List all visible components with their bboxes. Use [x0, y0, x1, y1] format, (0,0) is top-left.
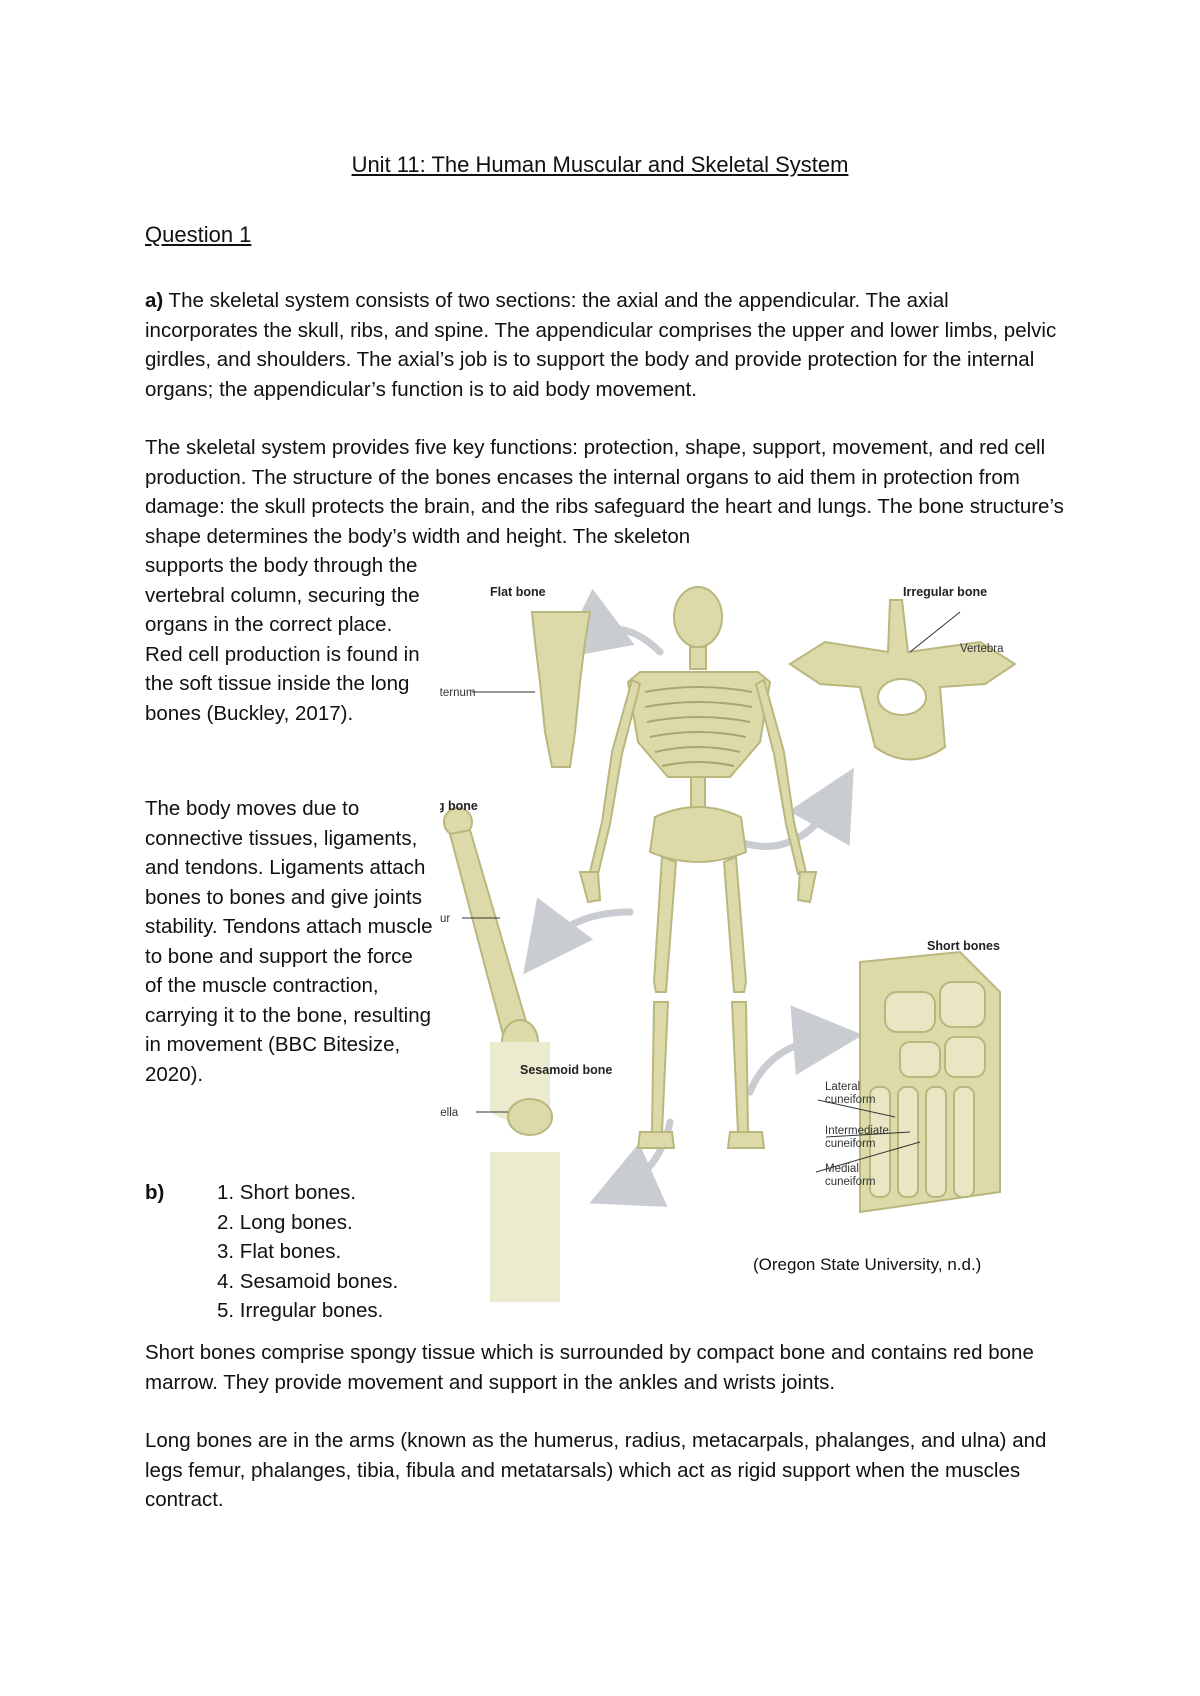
skeleton-illustration [440, 572, 1060, 1302]
lateral-cuneiform-label-2: cuneiform [825, 1094, 876, 1106]
vertebra-label: Vertebra [960, 643, 1004, 655]
flat-bone-label: Flat bone [490, 585, 546, 599]
sternum-label: ternum [440, 687, 476, 699]
figure-credit: (Oregon State University, n.d.) [753, 1255, 982, 1274]
vertebra-illustration [790, 600, 1015, 760]
medial-cuneiform-label-1: Medial [825, 1163, 859, 1175]
part-a-paragraph-2: The skeletal system provides five key functions: protection, shape, support, movement, and red cell production. The structure of the bones encases the internal organs to aid them in protection from damage: the skull protects the brain, and the ribs safeguard the heart and lungs. The bone structure’s shape determines the body’s width and height. The skeleton [145, 436, 1064, 548]
femur-label: ur [440, 913, 451, 925]
short-bones-label: Short bones [927, 939, 1000, 953]
question-heading: Question 1 [145, 222, 252, 247]
long-bone-label: g bone [440, 799, 478, 813]
bone-types-figure [440, 572, 1060, 1302]
list-item: 5. Irregular bones. [217, 1299, 384, 1322]
lateral-cuneiform-label-1: Lateral [825, 1081, 861, 1093]
irregular-bone-label: Irregular bone [903, 585, 988, 599]
medial-cuneiform-label-2: cuneiform [825, 1176, 876, 1188]
part-a-paragraph-3: The body moves due to connective tissues, ligaments, and tendons. Ligaments attach bones to bones and give joints stability. Tendons attach muscle to bone and support the force of the muscle contraction, carrying it to the bone, resulting in movement (BBC Bitesize, 2020). [145, 797, 433, 1086]
intermediate-cuneiform-label-1: Intermediate [825, 1125, 889, 1137]
short-bones-paragraph: Short bones comprise spongy tissue which is surrounded by compact bone and contains red bone marrow. They provide movement and support in the ankles and wrists joints. [145, 1341, 1034, 1394]
list-item: 4. Sesamoid bones. [217, 1269, 399, 1293]
long-bones-paragraph: Long bones are in the arms (known as the humerus, radius, metacarpals, phalanges, and ulna) and legs femur, phalanges, tibia, fibula and metatarsals) which act as rigid support when the muscles contract. [145, 1429, 1047, 1511]
document-title: Unit 11: The Human Muscular and Skeletal System [351, 152, 849, 177]
sesamoid-bone-label: Sesamoid bone [520, 1063, 613, 1077]
list-item: 3. Flat bones. [217, 1240, 342, 1263]
intermediate-cuneiform-label-2: cuneiform [825, 1138, 876, 1150]
part-a-label: a) [145, 289, 164, 312]
knee-illustration [476, 1042, 560, 1302]
patella-label: ella [440, 1107, 459, 1119]
part-a-paragraph-1: a) The skeletal system consists of two sections: the axial and the appendicular. The axial incorporates the skull, ribs, and spine. The appendicular comprises the upper and lower limbs, pelvic girdles, and shoulders. The axial’s job is to support the body and provide protection for the internal organs; the appendicular’s function is to aid body movement. [145, 289, 1057, 401]
part-a-paragraph-2-continued: supports the body through the vertebral column, securing the organs in the correct place. Red cell production is found in the soft tissue inside the long bones (Buckley, 2017). [145, 554, 420, 725]
sternum-illustration [472, 612, 590, 767]
full-skeleton [580, 587, 816, 1148]
femur-illustration [444, 808, 538, 1064]
list-item: 2. Long bones. [217, 1210, 353, 1234]
part-b-label: b) [145, 1181, 165, 1204]
list-item: 1. Short bones. [217, 1181, 357, 1204]
